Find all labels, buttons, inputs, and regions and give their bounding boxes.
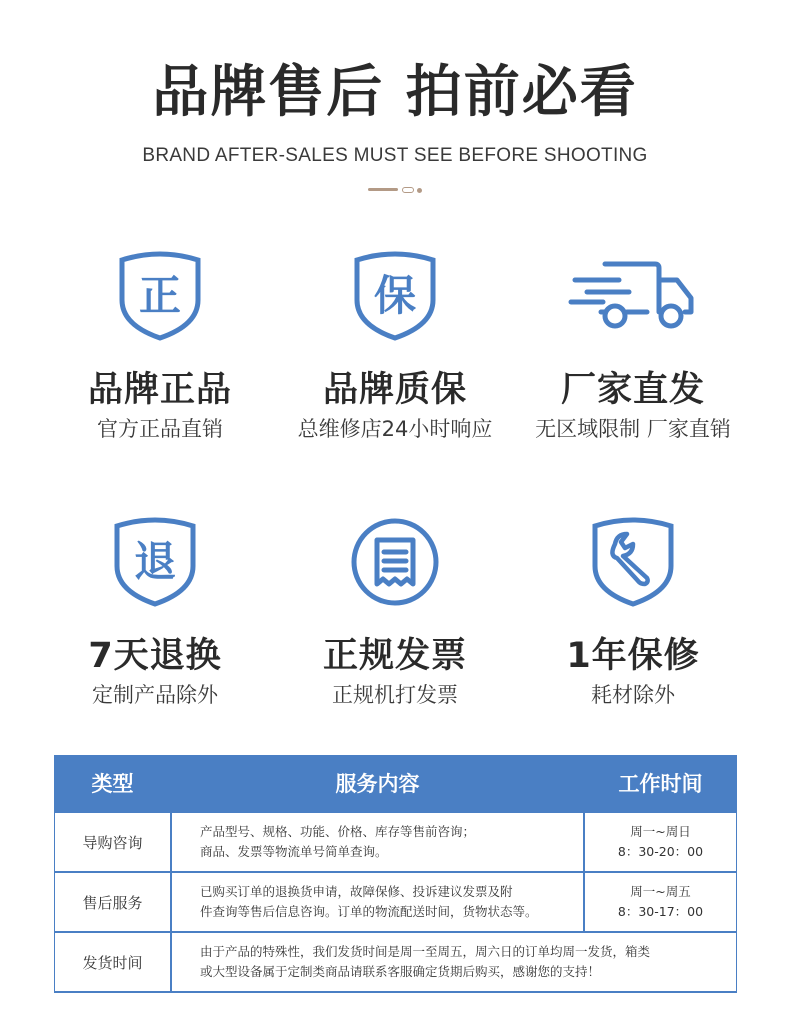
feature-title: 品牌正品 (87, 370, 232, 410)
feature-desc: 无区域限制 厂家直销 (535, 417, 731, 441)
row-type: 发货时间 (55, 933, 172, 991)
feature-desc: 耗材除外 (591, 683, 675, 707)
feature-desc: 正规机打发票 (332, 683, 458, 707)
shield-bao-icon (270, 250, 520, 350)
feature-title: 正规发票 (322, 636, 467, 676)
feature-title: 7天退换 (88, 636, 222, 676)
row-type: 导购咨询 (55, 813, 172, 871)
row-content: 产品型号、规格、功能、价格、库存等售前咨询； 商品、发票等物流单号简单查询。 (172, 813, 585, 871)
column-header-type: 类型 (91, 772, 134, 796)
invoice-icon (270, 516, 520, 616)
table-row (54, 933, 737, 993)
svg-text:正: 正 (138, 271, 182, 320)
feature-title: 1年保修 (566, 636, 700, 676)
page-subtitle: BRAND AFTER-SALES MUST SEE BEFORE SHOOTING (142, 145, 648, 166)
feature-title: 品牌质保 (322, 370, 467, 410)
shield-tui-icon (30, 516, 280, 616)
svg-text:保: 保 (373, 271, 417, 320)
svg-text:退: 退 (133, 537, 177, 586)
delivery-truck-icon (508, 250, 758, 350)
feature-desc: 官方正品直销 (97, 417, 223, 441)
feature-desc: 总维修店24小时响应 (297, 417, 493, 441)
shield-zheng-icon (35, 250, 285, 350)
table-row (54, 813, 737, 873)
feature-desc: 定制产品除外 (92, 683, 218, 707)
page-title: 品牌售后 拍前必看 (152, 60, 638, 125)
row-hours: 周一~周五 8：30-17：00 (617, 884, 704, 919)
row-content: 已购买订单的退换货申请，故障保修、投诉建议发票及附 件查询等售后信息咨询。订单的物流配送时间，货物状态等。 (172, 873, 585, 931)
column-header-content: 服务内容 (335, 772, 420, 796)
row-type: 售后服务 (55, 873, 172, 931)
feature-title: 厂家直发 (560, 370, 705, 410)
column-header-hours: 工作时间 (618, 772, 703, 796)
row-content: 由于产品的特殊性，我们发货时间是周一至周五，周六日的订单均周一发货，箱类 或大型设备属于定制类商品请联系客服确定货期后购买，感谢您的支持！ (200, 944, 651, 979)
row-hours: 周一~周日 8：30-20：00 (617, 824, 704, 859)
table-row (54, 873, 737, 933)
table-header (54, 755, 737, 813)
wrench-shield-icon (508, 516, 758, 616)
service-table (54, 755, 737, 993)
